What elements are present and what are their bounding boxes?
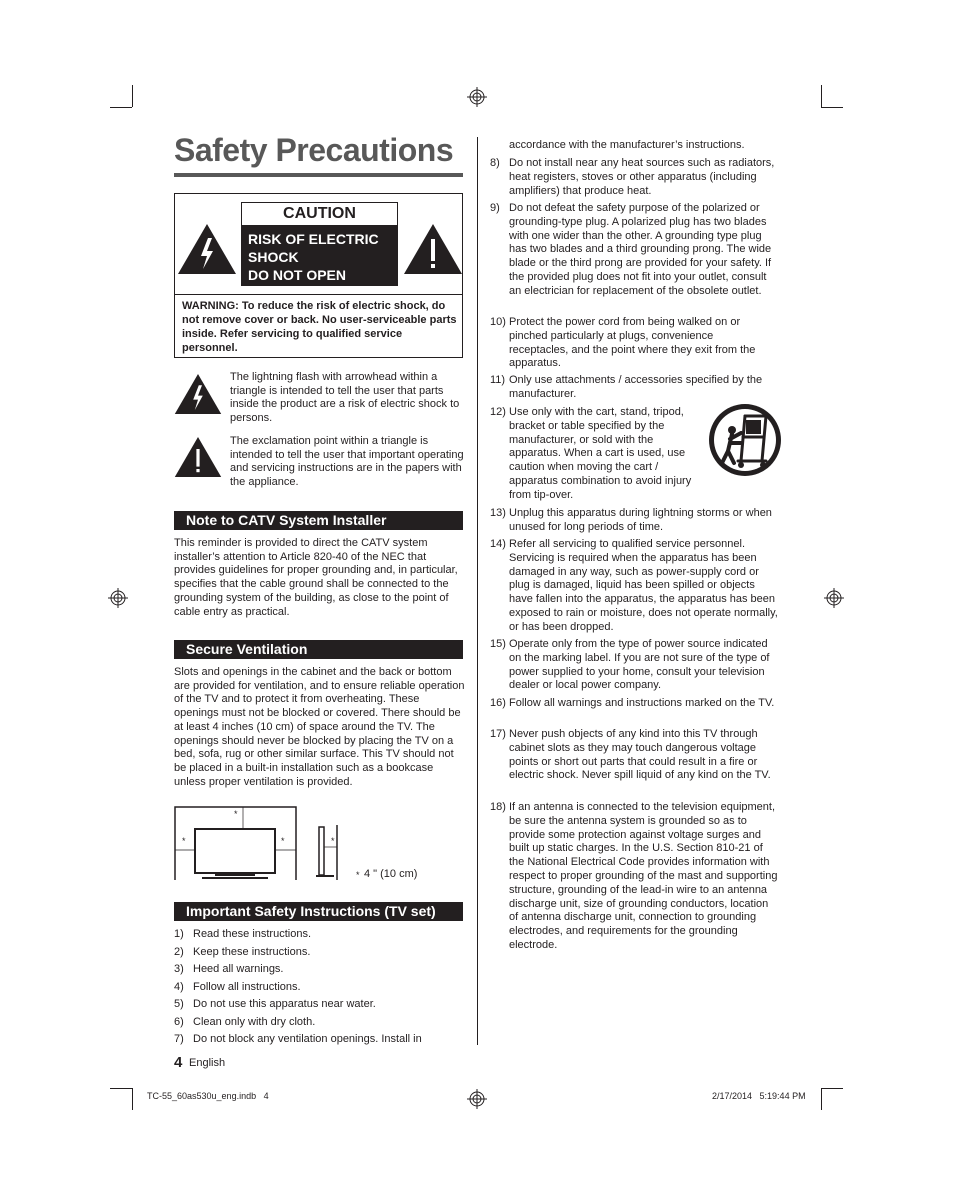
page-language: English (189, 1057, 226, 1069)
crop-mark (821, 107, 843, 108)
ventilation-heading: Secure Ventilation (174, 640, 463, 659)
item-number: 2) (174, 945, 184, 958)
registration-mark-icon (824, 588, 844, 608)
item-text: Protect the power cord from being walked on or pinched particularly at plugs, convenience receptacles, and the point where they exit from the apparatus. (509, 316, 756, 370)
exclamation-warning-icon (174, 436, 222, 478)
item-text: Unplug this apparatus during lightning storms or when unused for long periods of time. (509, 507, 772, 533)
clearance-mark: * (331, 836, 335, 846)
item-text: Do not defeat the safety purpose of the polarized or grounding-type plug. A polarized plug has two blades with one wider than the other. A grounding type plug has two blades and a third grounding prong. The wide blade or the third prong are provided for your safety. If the provided plug does not fit into your outlet, consult an electrician for replacement of the obsolete outlet. (509, 202, 772, 297)
item-number: 15) (490, 638, 506, 650)
item-text: accordance with the manufacturer’s instructions. (509, 139, 745, 151)
lightning-explanation: The lightning flash with arrowhead within a triangle is intended to tell the user that parts inside the product are a risk of electric shock to persons. (230, 371, 460, 425)
crop-mark (821, 85, 822, 107)
lightning-warning-icon (177, 223, 237, 275)
tv-side-clearance-diagram (313, 825, 353, 880)
item-text: Never push objects of any kind into this TV through cabinet slots as they may touch dangerous voltage points or short out parts that could result in a fire or electric shock. Never spill liquid of any kind on the TV. (509, 728, 771, 782)
item-number: 18) (490, 801, 506, 813)
crop-mark (821, 1088, 843, 1089)
catv-heading: Note to CATV System Installer (174, 511, 463, 530)
item-text: Keep these instructions. (193, 945, 311, 958)
item-text: Do not use this apparatus near water. (193, 998, 376, 1010)
item-number: 9) (490, 202, 500, 214)
clearance-mark: * (281, 836, 285, 846)
item-number: 7) (174, 1033, 184, 1045)
item-text: If an antenna is connected to the television equipment, be sure the antenna system is grounded so as to provide some protection against voltage surges and built up static charges. In the U.S. Section 810-21 of the National Electrical Code provides information with respect to proper grounding of the mast and supporting structure, grounding of the lead-in wire to an antenna discharge unit, size of grounding conductors, location of antenna discharge unit, connection to grounding electrodes, and requirements for the grounding electrode. (509, 801, 778, 951)
catv-text: This reminder is provided to direct the CATV system installer’s attention to Article 820-40 of the NEC that provides guidelines for proper grounding and, in particular, specifies that the cable ground shall be connected to the grounding system of the building, as close to the point of cable entry as practical. (174, 537, 458, 618)
crop-mark (110, 1088, 132, 1089)
ventilation-text: Slots and openings in the cabinet and the back or bottom are provided for ventilation, and to ensure reliable operation of the TV and to protect it from overheating. These openings must not be blocked or covered. There should be at least 4 inches (10 cm) of space around the TV. The openings should never be blocked by placing the TV on a bed, sofa, rug or other similar surface. This TV should not be placed in a built-in installation such as a bookcase unless proper ventilation is provided. (174, 666, 465, 788)
item-number: 6) (174, 1015, 184, 1028)
caution-box (174, 193, 463, 358)
item-number: 8) (490, 157, 500, 169)
divider (175, 294, 462, 295)
item-number: 3) (174, 963, 184, 975)
item-number: 13) (490, 507, 506, 519)
clearance-mark: * (182, 836, 186, 846)
slug-file: TC-55_60as530u_eng.indb 4 (147, 1091, 269, 1101)
caution-warning-text: WARNING: To reduce the risk of electric shock, do not remove cover or back. No user-serviceable parts inside. Refer servicing to qualified service personnel. (182, 300, 457, 354)
slug-datetime: 2/17/2014 5:19:44 PM (712, 1091, 806, 1101)
item-number: 17) (490, 728, 506, 740)
item-number: 10) (490, 316, 506, 328)
item-number: 4) (174, 980, 184, 993)
item-text: Operate only from the type of power source indicated on the marking label. If you are not sure of the type of power supplied to your home, consult your television dealer or local power company. (509, 638, 770, 692)
registration-mark-icon (467, 87, 487, 107)
caution-heading: CAUTION (241, 202, 398, 226)
clearance-mark: * (356, 870, 360, 880)
item-number: 11) (490, 374, 506, 386)
item-text: Follow all warnings and instructions marked on the TV. (509, 697, 775, 709)
item-text: Do not install near any heat sources such as radiators, heat registers, stoves or other apparatus (including amplifiers) that produce heat. (509, 157, 775, 197)
item-text: Read these instructions. (193, 928, 312, 940)
crop-mark (132, 85, 133, 107)
exclamation-explanation: The exclamation point within a triangle is intended to tell the user that important operating and servicing instructions are in the papers with the appliance. (230, 435, 464, 489)
column-divider (477, 137, 478, 1045)
item-text: Use only with the cart, stand, tripod, bracket or table specified by the manufacturer, or sold with the apparatus. When a cart is used, use caution when moving the cart / apparatus combination to avoid injury from tip-over. (509, 406, 692, 501)
crop-mark (821, 1088, 822, 1110)
instructions-heading: Important Safety Instructions (TV set) (174, 902, 463, 921)
page-number: 4 (174, 1054, 183, 1071)
item-text: Clean only with dry cloth. (193, 1015, 316, 1028)
item-text: Only use attachments / accessories specified by the manufacturer. (509, 374, 763, 400)
crop-mark (110, 107, 132, 108)
clearance-note: 4 " (10 cm) (364, 868, 418, 880)
lightning-warning-icon (174, 373, 222, 415)
cart-tip-over-warning-icon (708, 403, 782, 477)
item-number: 1) (174, 928, 184, 940)
item-text: Follow all instructions. (193, 980, 301, 993)
crop-mark (132, 1088, 133, 1110)
caution-risk-label (241, 225, 398, 286)
risk-line: SHOCK (248, 249, 299, 265)
clearance-mark: * (234, 809, 238, 819)
registration-mark-icon (467, 1089, 487, 1109)
item-text: Heed all warnings. (193, 963, 284, 975)
item-number: 12) (490, 406, 506, 418)
title-underline (174, 173, 463, 177)
exclamation-warning-icon (403, 223, 463, 275)
item-text: Refer all servicing to qualified service personnel. Servicing is required when the apparatus has been damaged in any way, such as power-supply cord or plug is damaged, liquid has been spilled or objects have fallen into the apparatus, the apparatus has been exposed to rain or moisture, does not operate normally, or has been dropped. (509, 538, 778, 633)
risk-line: RISK OF ELECTRIC (248, 231, 379, 247)
item-number: 5) (174, 998, 184, 1010)
item-text: Do not block any ventilation openings. Install in (193, 1033, 422, 1045)
page-title: Safety Precautions (174, 132, 454, 168)
risk-line: DO NOT OPEN (248, 267, 347, 283)
registration-mark-icon (108, 588, 128, 608)
item-number: 14) (490, 538, 506, 550)
item-number: 16) (490, 697, 506, 709)
